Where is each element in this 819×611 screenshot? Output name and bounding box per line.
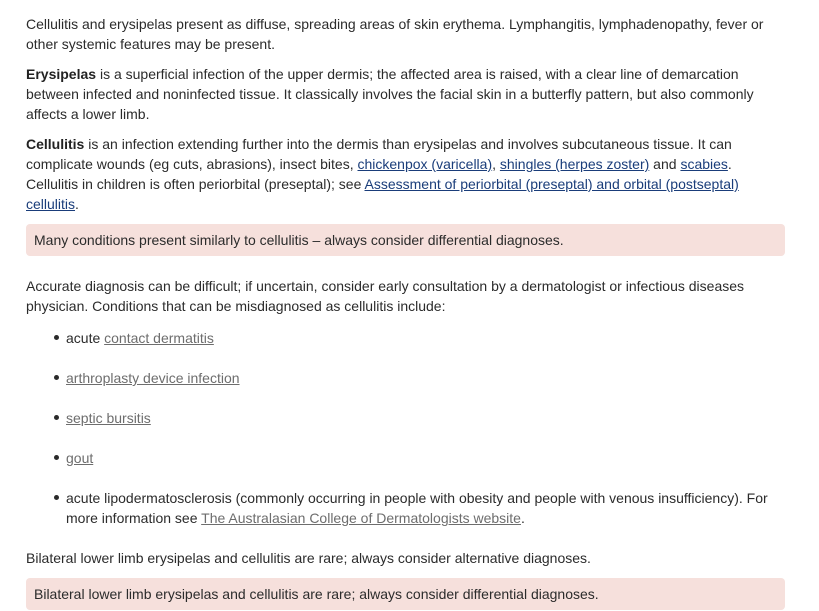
callout-2-text: Bilateral lower limb erysipelas and cellulitis are rare; always consider differential diagnoses.: [34, 586, 599, 602]
list-item: [26, 488, 786, 528]
bilateral-text: Bilateral lower limb erysipelas and cellulitis are rare; always consider alternative diagnoses.: [26, 550, 591, 566]
bilateral-paragraph: [26, 548, 786, 568]
bullet-icon: [54, 455, 59, 460]
list-item: [26, 368, 786, 388]
list-item-5-text: acute lipodermatosclerosis (commonly occurring in people with obesity and people with venous insufficiency). For more information see: [66, 490, 768, 526]
chickenpox-link[interactable]: chickenpox (varicella): [357, 156, 493, 172]
bullet-icon: [54, 375, 59, 380]
acd-website-link[interactable]: The Australasian College of Dermatologists website: [201, 510, 521, 526]
cellulitis-text-1: is an infection extending further into the dermis than erysipelas and involves subcutaneous tissue. It can complicate wounds (eg cuts, abrasions), insect bites,: [26, 136, 732, 172]
intro-paragraph: [26, 14, 786, 54]
bullet-icon: [54, 335, 59, 340]
bilateral-callout: [26, 578, 785, 610]
arthroplasty-infection-link[interactable]: arthroplasty device infection: [66, 370, 240, 386]
bullet-icon: [54, 495, 59, 500]
article-content: [26, 14, 786, 610]
list-item-5-suffix: .: [520, 510, 525, 526]
cellulitis-paragraph: [26, 134, 786, 214]
cellulitis-sep-1: ,: [492, 156, 500, 172]
scabies-link[interactable]: scabies: [680, 156, 728, 172]
misdiagnosis-list: [26, 328, 786, 528]
shingles-link[interactable]: shingles (herpes zoster): [499, 156, 650, 172]
bullet-icon: [54, 415, 59, 420]
gout-link[interactable]: gout: [66, 450, 94, 466]
list-item: [26, 408, 786, 428]
cellulitis-text-2: . Cellulitis in children is often periorbital (preseptal); see: [26, 156, 732, 192]
erysipelas-paragraph: [26, 64, 786, 124]
diagnosis-text: Accurate diagnosis can be difficult; if uncertain, consider early consultation by a dermatologist or infectious diseases physician. Conditions that can be misdiagnosed as cellulitis include:: [26, 278, 745, 314]
cellulitis-term: Cellulitis: [26, 136, 85, 152]
list-item: [26, 448, 786, 468]
septic-bursitis-link[interactable]: septic bursitis: [66, 410, 151, 426]
cellulitis-text-3: .: [75, 196, 79, 212]
differential-diagnosis-callout: [26, 224, 785, 256]
contact-dermatitis-link[interactable]: contact dermatitis: [104, 330, 214, 346]
orbital-cellulitis-link[interactable]: Assessment of periorbital (preseptal) and orbital (postseptal) cellulitis: [26, 176, 739, 212]
diagnosis-paragraph: [26, 276, 786, 316]
callout-1-text: Many conditions present similarly to cellulitis – always consider differential diagnoses.: [34, 232, 564, 248]
intro-text: Cellulitis and erysipelas present as diffuse, spreading areas of skin erythema. Lymphangitis, lymphadenopathy, fever or other systemic features may be present.: [26, 16, 764, 52]
erysipelas-text: is a superficial infection of the upper dermis; the affected area is raised, with a clear line of demarcation between infected and noninfected tissue. It classically involves the facial skin in a butterfly pattern, but also commonly affects a lower limb.: [26, 66, 754, 122]
erysipelas-term: Erysipelas: [26, 66, 97, 82]
list-item: [26, 328, 786, 348]
cellulitis-sep-2: and: [649, 156, 681, 172]
list-item-1-prefix: acute: [66, 330, 105, 346]
